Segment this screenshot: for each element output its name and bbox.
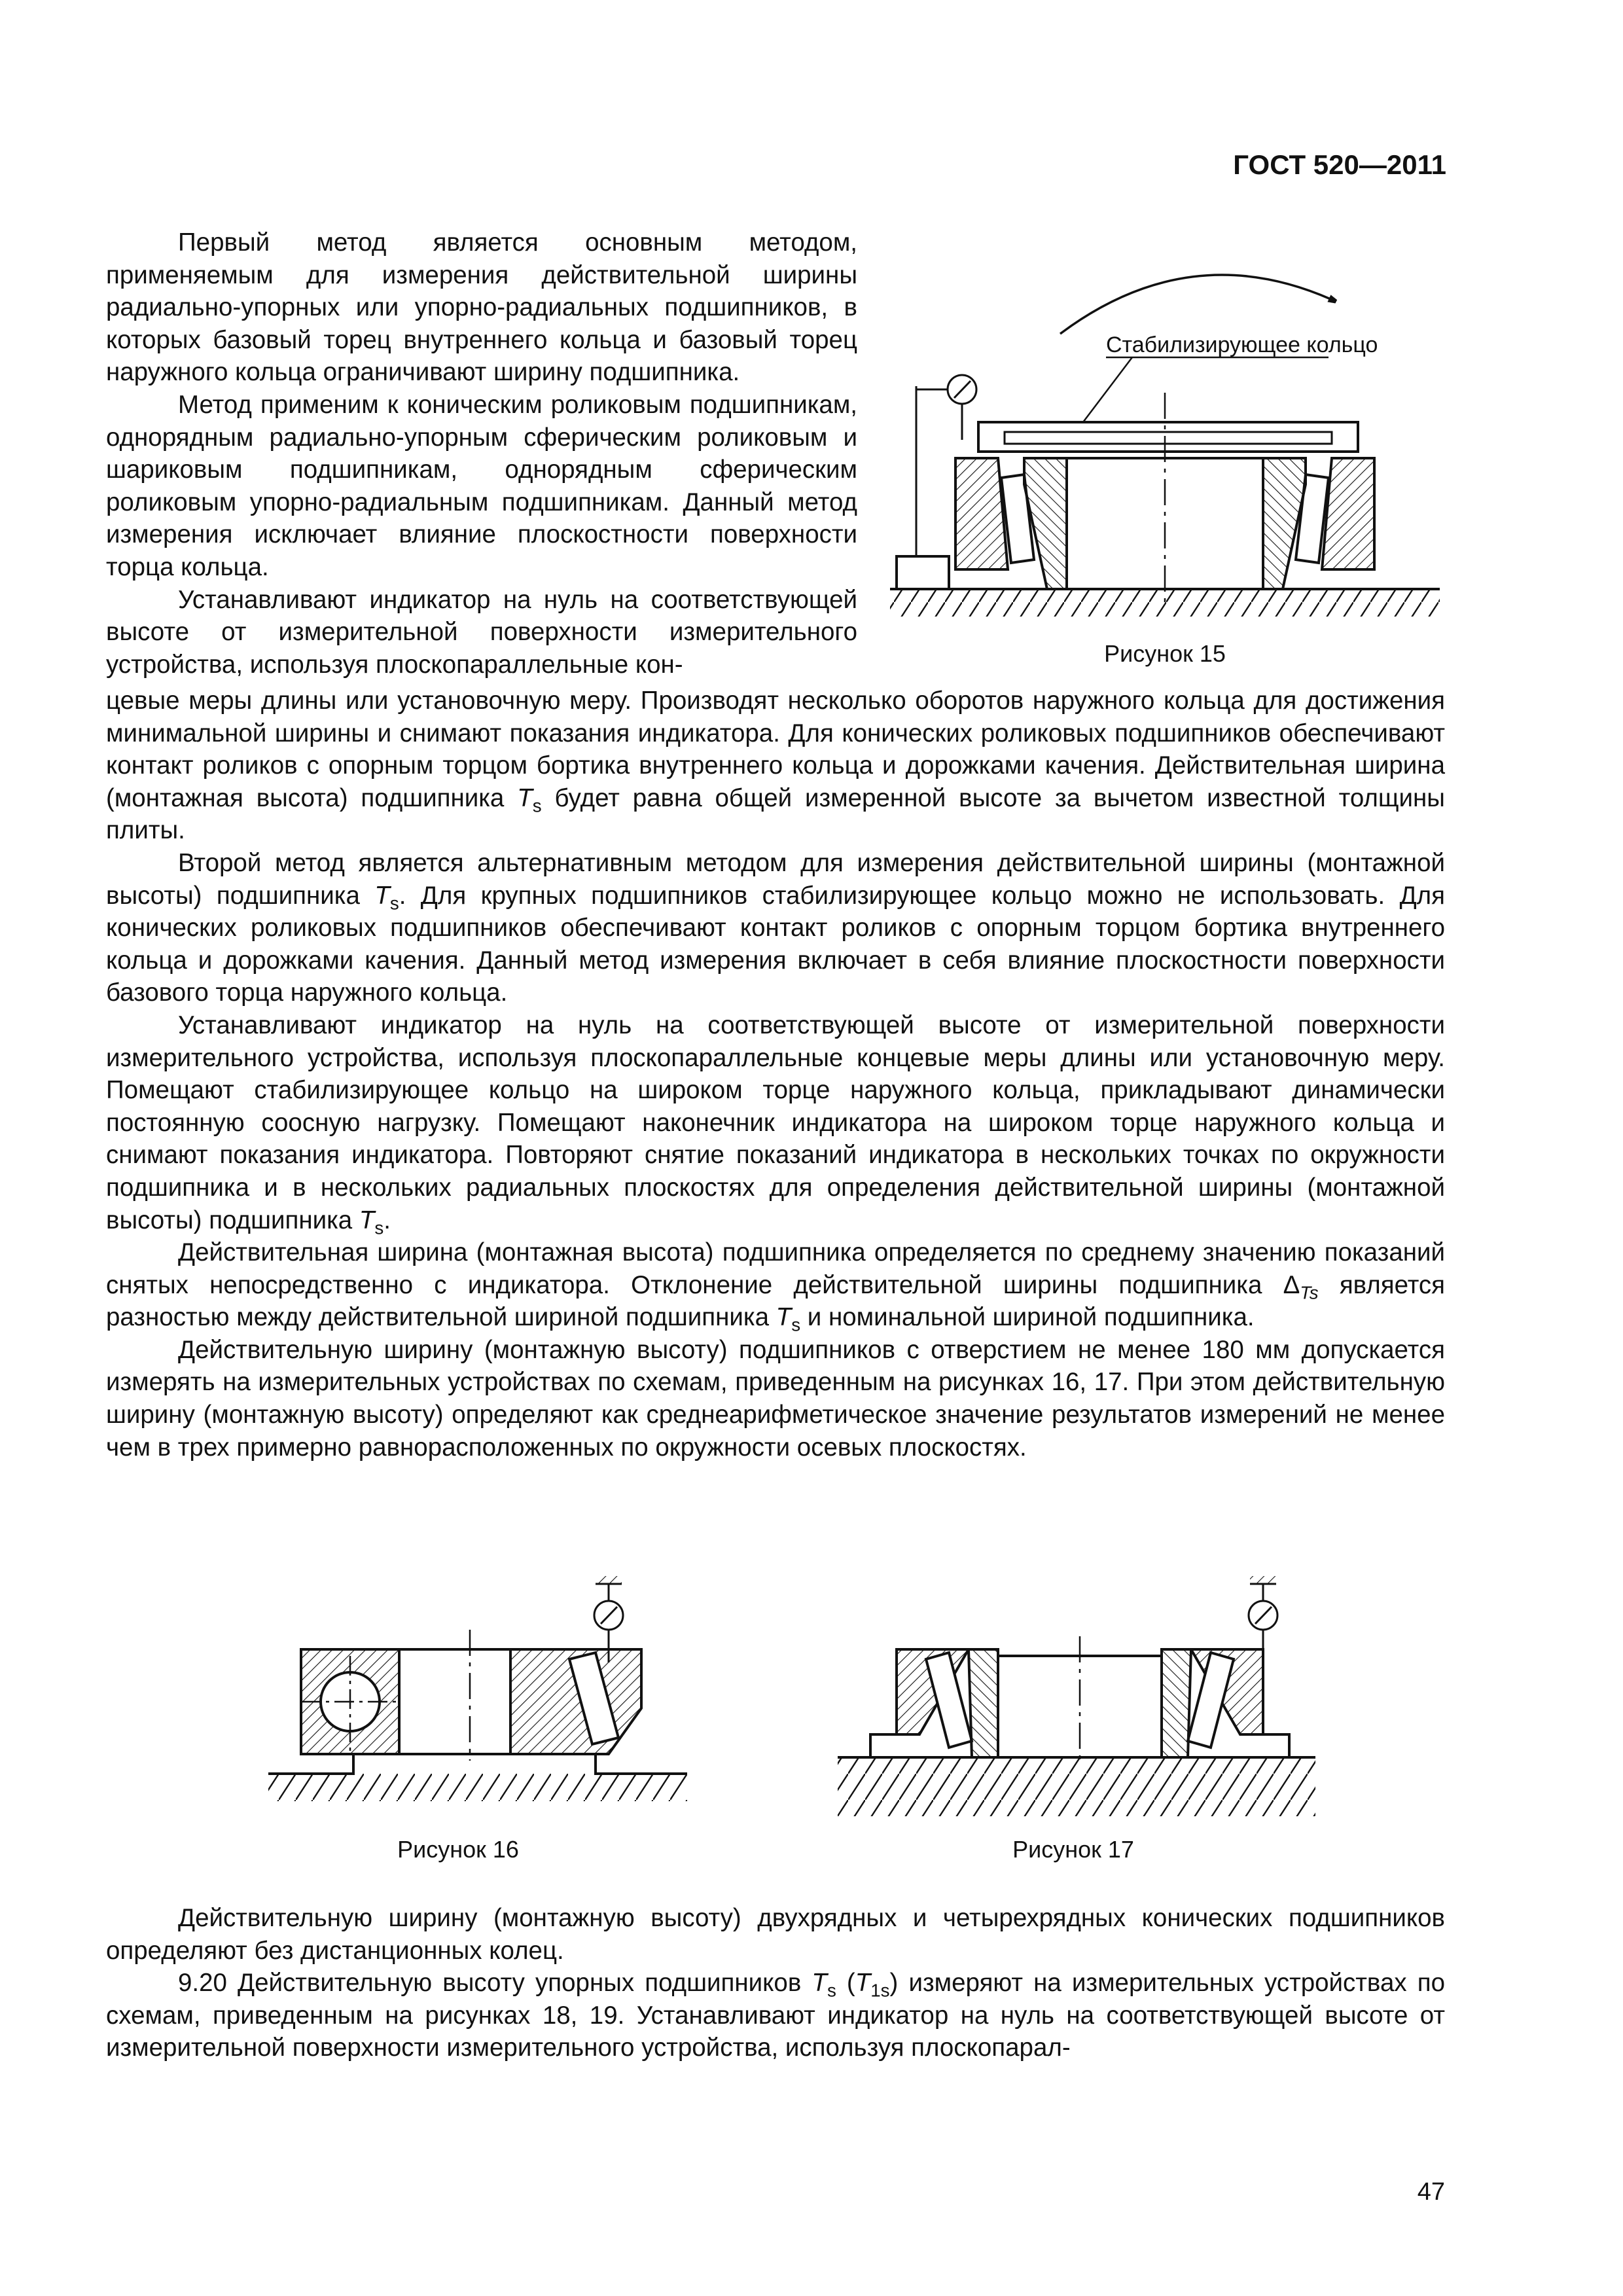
text-body	[106, 685, 1445, 1463]
figure-15-caption: Рисунок 15	[1104, 640, 1226, 667]
text-column-top	[106, 226, 857, 681]
symbol-T: T	[812, 1969, 827, 1998]
symbol-T: T	[359, 1206, 375, 1234]
bearing-bore	[399, 1649, 510, 1754]
paragraph: Устанавливают индикатор на нуль на соответствующей высоте от измерительной поверхности измерительного устройства, используя плоскопараллельные концевые меры длины или установочную меру. Помещают стабилизирующее кольцо на широком торце наружного кольца, прикладывают динамически постоянную соосную нагрузку. Помещают наконечник индикатора на широком торце наружного кольца и снимают показания индикатора. Повторяют снятие показаний индикатора в нескольких точках по окружности подшипника и в нескольких радиальных плоскостях для определения действительной ширины (монтажной высоты) подшипника $T_s$.	[106, 1011, 1445, 1238]
figure-16-diagram	[262, 1564, 707, 1826]
indicator-mount-hatch	[596, 1576, 622, 1584]
symbol-T: T	[374, 881, 390, 910]
right-step	[1263, 1734, 1289, 1757]
text-body-lower	[106, 1902, 1445, 2064]
paragraph: Первый метод является основным методом, применяемым для измерения действительной ширины радиально-упорных или упорно-радиальных подшипников, в которых базовый торец внутреннего кольца и базовый торец наружного кольца ограничивают ширину подшипника.	[106, 228, 857, 387]
paragraph: Действительную ширину (монтажную высоту) двухрядных и четырехрядных конических подшипников определяют без дистанционных колец.	[106, 1904, 1445, 1965]
right-outer-ring	[1322, 458, 1374, 569]
figure-16-caption: Рисунок 16	[397, 1836, 519, 1863]
symbol-T: T	[517, 783, 533, 812]
stabilizing-ring-outer	[978, 422, 1358, 452]
paragraph: цевые меры длины или установочную меру. Производят несколько оборотов наружного кольца для достижения минимальной ширины и снимают показания индикатора. Для конических роликовых подшипников обеспечивают контакт роликов с опорным торцом бортика внутреннего кольца и дорожками качения. Действительная ширина (монтажная высота) подшипника $T_s$ будет равна общей измеренной высоте за вычетом известной толщины плиты.	[106, 687, 1445, 845]
figure-15-diagram	[877, 236, 1453, 628]
indicator-mount-hatch	[1250, 1576, 1276, 1584]
paragraph: Действительная ширина (монтажная высота) подшипника определяется по среднему значению показаний снятых непосредственно с индикатора. Отклонение действительной ширины подшипника $\Delta_{Ts}$ является разностью между действительной шириной подшипника $T_s$ и номинальной шириной подшипника.	[106, 1238, 1445, 1335]
left-inner-ring	[969, 1649, 998, 1757]
symbol-T: T	[855, 1969, 871, 1998]
document-number: ГОСТ 520—2011	[1233, 149, 1446, 180]
symbol-sub: s	[791, 1314, 801, 1335]
ground-hatch	[268, 1774, 687, 1801]
left-step	[870, 1734, 897, 1757]
base-plate-hatch	[890, 589, 1440, 617]
left-outer-ring	[955, 458, 1008, 569]
stabilizing-ring-label: Стабилизирующее кольцо	[1106, 332, 1378, 357]
rotation-arrow	[1060, 275, 1335, 334]
symbol-delta: Δ	[1283, 1270, 1300, 1299]
ground-hatch	[838, 1757, 1315, 1816]
label-leader	[1083, 357, 1132, 422]
paragraph: 9.20 Действительную высоту упорных подшипников $T_s$ $(T_{1s})$ измеряют на измерительных устройствах по схемам, приведенным на рисунках 18, 19. Устанавливают индикатор на нуль на соответствующей высоте от измерительной поверхности измерительного устройства, используя плоскопарал-	[106, 1969, 1445, 2062]
symbol-sub: 1s	[870, 1980, 890, 2001]
right-inner-ring	[1162, 1649, 1191, 1757]
paragraph: Метод применим к коническим роликовым подшипникам, однорядным радиально-упорным сферическим роликовым и шариковым подшипникам, однорядным сферическим роликовым упорно-радиальным подшипникам. Данный метод измерения исключает влияние плоскостности поверхности торца кольца.	[106, 390, 857, 581]
paragraph: Второй метод является альтернативным методом для измерения действительной ширины (монтажной высоты) подшипника $T_s$. Для крупных подшипников стабилизирующее кольцо можно не использовать. Для конических роликовых подшипников обеспечивают контакт роликов с опорным торцом бортика внутреннего кольца и дорожками качения. Данный метод измерения включает в себя влияние плоскостности поверхности базового торца наружного кольца.	[106, 848, 1445, 1007]
symbol-sub: s	[532, 795, 542, 816]
ground-profile	[268, 1754, 687, 1774]
symbol-sub: s	[389, 892, 399, 913]
symbol-sub: s	[374, 1217, 384, 1238]
page-number: 47	[1417, 2178, 1445, 2206]
gauge-block	[897, 556, 949, 589]
figure-17-caption: Рисунок 17	[1012, 1836, 1134, 1863]
symbol-sub: Ts	[1300, 1282, 1319, 1302]
symbol-sub: s	[827, 1980, 836, 2001]
figure-17-diagram	[831, 1564, 1329, 1826]
paragraph: Устанавливают индикатор на нуль на соответствующей высоте от измерительной поверхности измерительного устройства, используя плоскопараллельные кон-	[106, 585, 857, 679]
symbol-T: T	[776, 1303, 792, 1332]
paragraph: Действительную ширину (монтажную высоту) подшипников с отверстием не менее 180 мм допускается измерять на измерительных устройствах по схемам, приведенным на рисунках 16, 17. При этом действительную ширину (монтажную высоту) определяют как среднеарифметическое значение результатов измерений не менее чем в трех примерно равнорасположенных по окружности осевых плоскостях.	[106, 1335, 1445, 1462]
